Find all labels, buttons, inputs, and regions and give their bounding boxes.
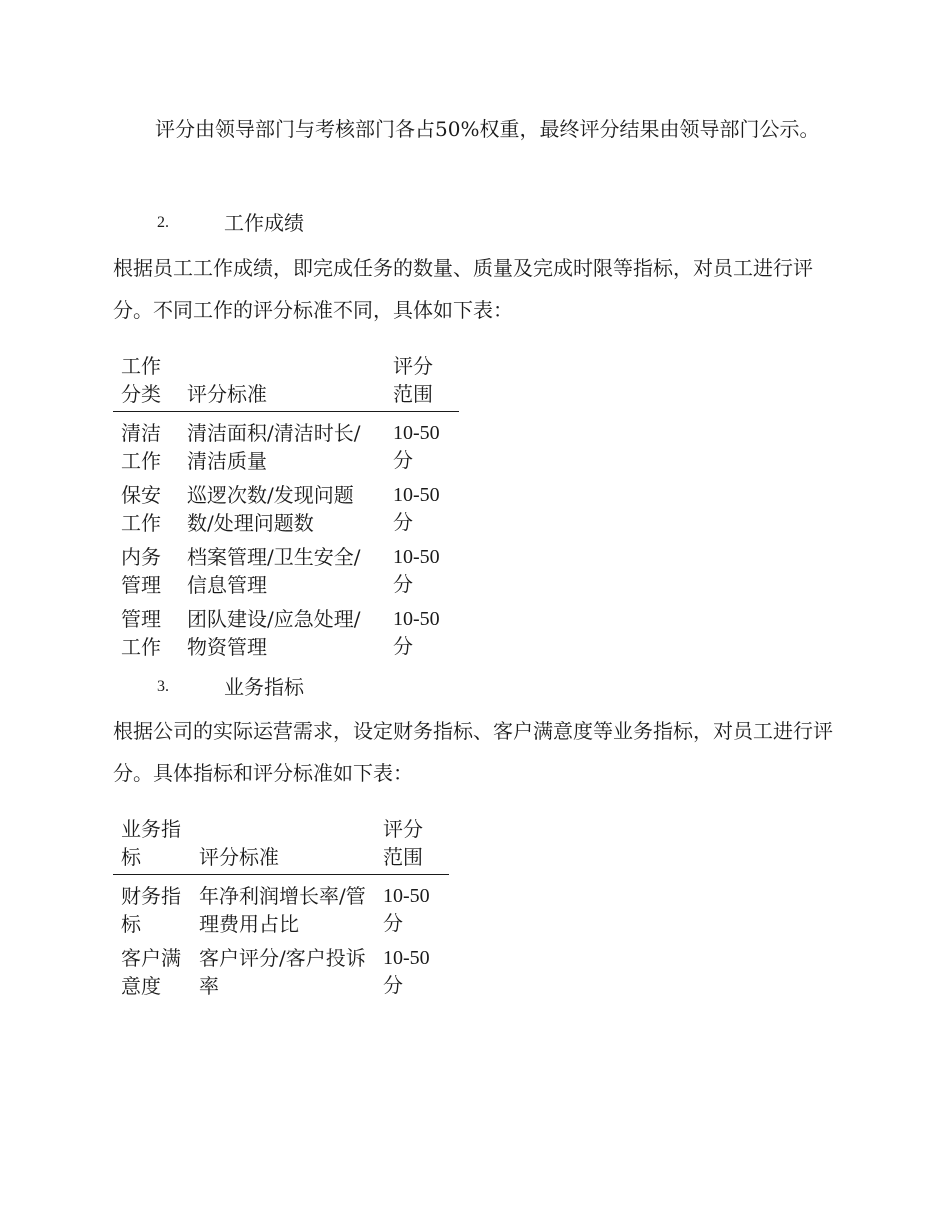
column-header: 评分范围: [383, 817, 423, 869]
section-3-title: 业务指标: [224, 675, 304, 699]
section-3-number: 3.: [157, 678, 169, 695]
table-cell: 客户满意度: [121, 946, 181, 998]
table-cell: 清洁工作: [121, 421, 161, 473]
table-cell: 内务管理: [121, 545, 161, 597]
column-header: 评分范围: [393, 354, 433, 406]
table-header-row: [113, 815, 449, 875]
table-cell: 客户评分/客户投诉率: [199, 946, 366, 998]
table-cell: 档案管理/卫生安全/信息管理: [187, 545, 361, 597]
section-2-number: 2.: [157, 214, 169, 231]
column-header: 工作分类: [121, 354, 161, 406]
business-metrics-table: [113, 815, 449, 1000]
column-header: 业务指标: [121, 817, 181, 869]
table-cell: 10-50分: [393, 608, 440, 658]
table-cell: 10-50分: [393, 484, 440, 534]
section-2-title: 工作成绩: [224, 211, 304, 235]
table-header-row: [113, 352, 459, 412]
table-cell: 巡逻次数/发现问题数/处理问题数: [187, 483, 354, 535]
table-cell: 清洁面积/清洁时长/清洁质量: [187, 421, 361, 473]
table-cell: 10-50分: [393, 546, 440, 596]
intro-paragraph: 评分由领导部门与考核部门各占50%权重，最终评分结果由领导部门公示。: [155, 117, 820, 141]
table-row: [113, 412, 459, 476]
column-header: 评分标准: [187, 382, 267, 406]
table-cell: 10-50分: [383, 885, 430, 935]
table-cell: 年净利润增长率/管理费用占比: [199, 884, 366, 936]
table-row: [113, 537, 459, 599]
table-cell: 团队建设/应急处理/物资管理: [187, 607, 361, 659]
table-row: [113, 475, 459, 537]
section-3-paragraph: 根据公司的实际运营需求，设定财务指标、客户满意度等业务指标，对员工进行评分。具体指标和评分标准如下表：: [113, 719, 833, 785]
table-cell: 10-50分: [383, 947, 430, 997]
table-row: [113, 875, 449, 939]
table-cell: 财务指标: [121, 884, 181, 936]
table-cell: 管理工作: [121, 607, 161, 659]
work-performance-table: [113, 352, 459, 661]
section-2-paragraph: 根据员工工作成绩，即完成任务的数量、质量及完成时限等指标，对员工进行评分。不同工作的评分标准不同，具体如下表：: [113, 256, 813, 322]
column-header: 评分标准: [199, 845, 279, 869]
table-cell: 保安工作: [121, 483, 161, 535]
table-row: [113, 938, 449, 1000]
table-row: [113, 599, 459, 661]
table-cell: 10-50分: [393, 422, 440, 472]
